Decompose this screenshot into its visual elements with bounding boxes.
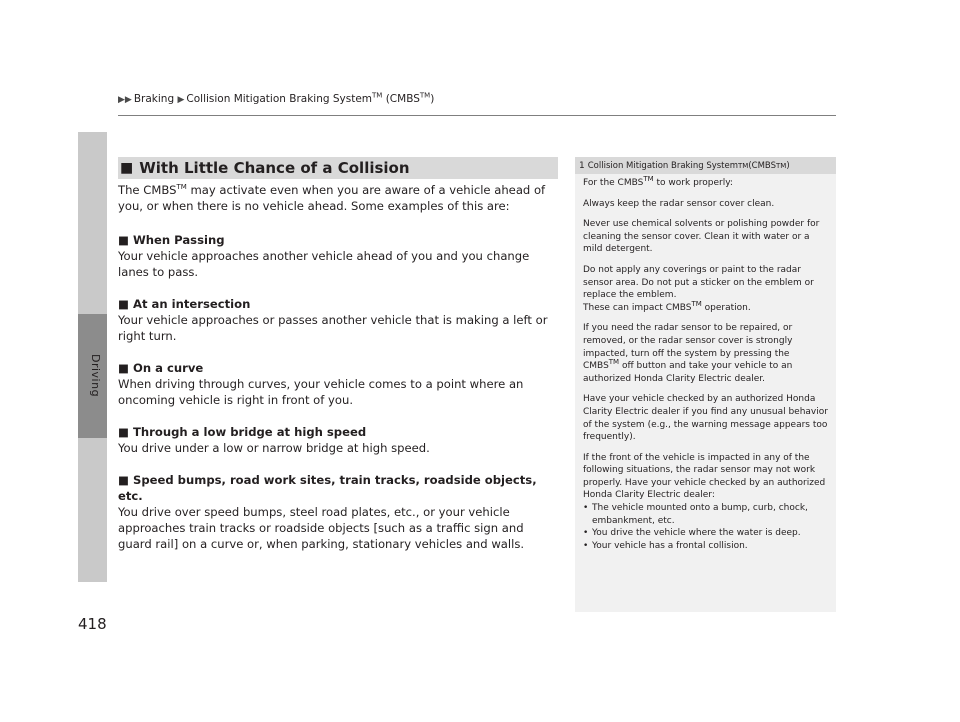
case-text: You drive under a low or narrow bridge at high speed.	[118, 441, 430, 455]
trademark-mark: TM	[419, 91, 431, 100]
note-text: operation.	[701, 302, 751, 313]
note-paragraph	[583, 177, 828, 190]
case-item	[118, 360, 560, 408]
list-item-text: You drive the vehicle where the water is deep.	[592, 528, 801, 539]
breadcrumb-abbrev: (CMBS	[385, 93, 420, 105]
trademark-mark: TM	[691, 299, 702, 308]
case-item	[118, 296, 560, 344]
intro-text-b: may activate even when you are aware of a vehicle ahead of you, or when there is no vehicle ahead. Some examples of this are:	[118, 183, 546, 213]
breadcrumb-abbrev-close: )	[430, 93, 435, 105]
square-bullet-icon: ■	[118, 297, 129, 311]
breadcrumb-arrow-icon: ▶▶	[118, 95, 132, 105]
note-text: These can impact CMBS	[583, 302, 692, 313]
case-title: Speed bumps, road work sites, train tracks, roadside objects, etc.	[118, 473, 537, 503]
list-item	[583, 502, 828, 527]
breadcrumb-level1[interactable]: Braking	[133, 93, 175, 105]
breadcrumb	[118, 93, 434, 105]
side-note-title-abbrev: (CMBS	[748, 160, 777, 171]
trademark-mark: TM	[643, 175, 654, 183]
case-text: When driving through curves, your vehicle comes to a point where an oncoming vehicle is right in front of you.	[118, 377, 524, 407]
list-item-text: The vehicle mounted onto a bump, curb, chock, embankment, etc.	[592, 503, 808, 526]
trademark-mark: TM	[176, 183, 187, 192]
case-item	[118, 232, 560, 280]
trademark-mark: TM	[608, 358, 620, 367]
note-paragraph: Have your vehicle checked by an authorized Honda Clarity Electric dealer if you find any unusual behavior of the system (e.g., the warning message appears too frequently).	[583, 394, 828, 443]
section-heading-bar	[118, 157, 558, 179]
page-number: 418	[78, 615, 107, 633]
list-item-text: Your vehicle has a frontal collision.	[592, 540, 748, 551]
note-text: For the CMBS	[583, 178, 644, 188]
square-bullet-icon: ■	[118, 233, 129, 247]
case-title: Through a low bridge at high speed	[132, 425, 367, 439]
square-bullet-icon: ■	[118, 361, 129, 375]
intro-paragraph	[118, 182, 560, 214]
note-bullet-list	[583, 502, 828, 552]
note-text: to work properly:	[653, 178, 733, 188]
breadcrumb-level2[interactable]: Collision Mitigation Braking System	[186, 93, 373, 105]
bullet-dot-icon: •	[583, 528, 589, 539]
note-paragraph: Always keep the radar sensor cover clean.	[583, 198, 775, 209]
note-paragraph	[583, 264, 828, 314]
case-text: Your vehicle approaches another vehicle ahead of you and you change lanes to pass.	[118, 249, 530, 279]
trademark-mark: TM	[372, 91, 383, 100]
note-text: Do not apply any coverings or paint to the radar sensor area. Do not put a sticker on the emblem or replace the emblem.	[583, 264, 814, 301]
chapter-label: Driving	[89, 354, 102, 398]
main-content	[118, 182, 560, 568]
side-note-title: Collision Mitigation Braking System	[587, 160, 739, 171]
square-bullet-icon: ■	[118, 473, 129, 487]
case-title: At an intersection	[132, 297, 251, 311]
breadcrumb-arrow-icon: ▶	[177, 95, 185, 105]
note-paragraph	[583, 322, 828, 385]
side-note	[575, 157, 836, 612]
case-item	[118, 424, 560, 456]
reference-icon: 1	[579, 160, 585, 171]
list-item	[583, 527, 828, 540]
list-item	[583, 540, 828, 553]
square-bullet-icon: ■	[118, 425, 129, 439]
case-title: On a curve	[132, 361, 204, 375]
bullet-dot-icon: •	[583, 503, 589, 514]
note-text: off button and take your vehicle to an authorized Honda Clarity Electric dealer.	[583, 361, 793, 384]
case-item	[118, 472, 560, 552]
note-paragraph: If the front of the vehicle is impacted in any of the following situations, the radar sensor may not work properly. Have your vehicle checked by an authorized Honda Clarity Electric dealer:	[583, 452, 826, 501]
note-text: If you need the radar sensor to be repaired, or removed, or the radar sensor cover is strongly impacted, turn off the system by pressing the CMBS	[583, 323, 793, 372]
square-bullet-icon: ■	[120, 160, 134, 176]
section-heading: With Little Chance of a Collision	[139, 159, 410, 177]
case-title: When Passing	[132, 233, 225, 247]
side-note-title-close: )	[786, 160, 790, 171]
side-note-header: 1 Collision Mitigation Braking System TM (CMBS TM )	[575, 157, 836, 174]
case-text: You drive over speed bumps, steel road plates, etc., or your vehicle approaches train tracks or roadside objects [such as a traffic sign and guard rail] on a curve or, when parking, stationary vehicles and walls.	[118, 505, 525, 551]
intro-text-a: The CMBS	[118, 183, 177, 197]
header-divider	[118, 115, 836, 116]
case-text: Your vehicle approaches or passes another vehicle that is making a left or right turn.	[118, 313, 548, 343]
note-paragraph: Never use chemical solvents or polishing powder for cleaning the sensor cover. Clean it with water or a mild detergent.	[583, 219, 820, 255]
bullet-dot-icon: •	[583, 540, 589, 551]
side-note-body	[575, 174, 836, 552]
